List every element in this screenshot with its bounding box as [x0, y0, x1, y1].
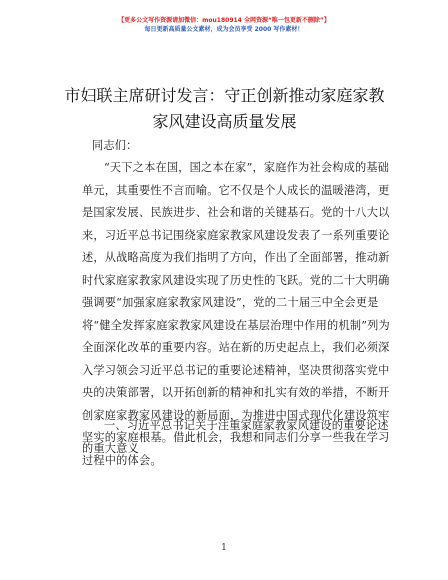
section-heading-1: 一、习近平总书记关于注重家庭家教家风建设的重要论述的重大意义	[82, 419, 389, 455]
promo-banner-line-1: 【更多公文写作资源请加微信：mou180914 全网资源“唯一包更新不删除”】	[118, 17, 330, 24]
promo-banner-line-2: 每日更新高质量公文素材，成为会员享受 2000 写作素材！	[144, 26, 304, 33]
page-number: 1	[221, 543, 227, 553]
salutation: 同志们：	[92, 139, 138, 152]
document-title-line-1: 市妇联主席研讨发言：守正创新推动家庭家教	[64, 86, 385, 105]
body-paragraph-1: “天下之本在国，国之本在家”，家庭作为社会构成的基础单元，其重要性不言而喻。它不仅是个人成长的温暖港湾，更是国家发展、民族进步、社会和谐的关键基石。党的十八大以来，习近平总书记围绕家庭家教家风建设发表了一系列重要论述，从战略高度为我们指明了方向，作出了全面部署，推动新时代家庭家教家风建设实现了历史性的飞跃。党的二十大明确强调要“加强家庭家教家风建设”，党的二十届三中全会更是将“健全发挥家庭家教家风建设在基层治理中作用的机制”列为全面深化改革的重要内容。站在新的历史起点上，我们必须深入学习领会习近平总书记的重要论述精神，坚决贯彻落实党中央的决策部署，以开拓创新的精神和扎实有效的举措，不断开创家庭家教家风建设的新局面，为推进中国式现代化建设筑牢坚实的家庭根基。借此机会，我想和同志们分享一些我在学习过程中的体会。	[82, 161, 390, 467]
document-title-line-2: 家风建设高质量发展	[152, 112, 297, 131]
